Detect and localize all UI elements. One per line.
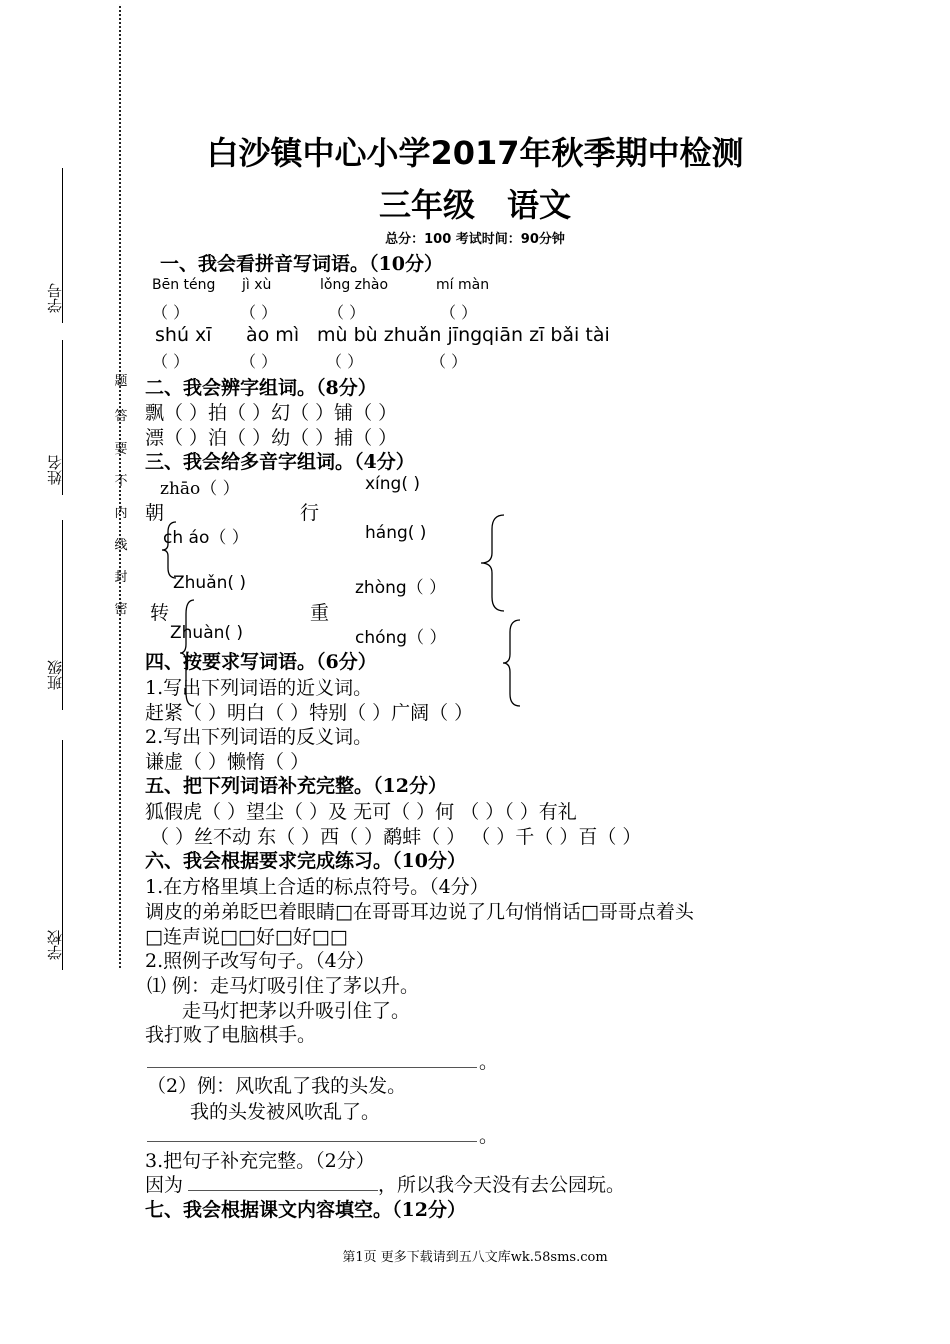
section-6-heading: 六、我会根据要求完成练习。（10分） — [145, 850, 466, 872]
pinyin: ào mì — [246, 324, 300, 346]
answer-blank[interactable]: （ ） — [440, 303, 478, 322]
idiom-row: （ ）丝不动 东（ ）西（ ）鹬蚌（ ） （ ）千（ ）百（ ） — [150, 826, 642, 848]
page-footer: 第1页 更多下载请到五八文库wk.58sms.com — [342, 1250, 608, 1265]
pinyin: mí màn — [436, 277, 490, 293]
answer-blank[interactable]: （ ） — [152, 303, 190, 322]
example-answer: 我的头发被风吹乱了。 — [190, 1101, 381, 1123]
punctuation-text: □连声说□□好□好□□ — [145, 926, 348, 948]
polyphone-pinyin: ch áo（ ） — [163, 528, 249, 548]
word-group-row: 飘（ ）拍（ ）幻（ ）铺（ ） — [145, 402, 398, 424]
seal-char: 答 — [114, 409, 128, 424]
answer-blank[interactable]: （ ） — [326, 352, 364, 371]
polyphone-pinyin: zhāo（ ） — [160, 479, 240, 499]
seal-char: 不 — [114, 474, 128, 489]
polyphone-pinyin: xíng( ) — [365, 474, 421, 494]
question-text: 2.写出下列词语的反义词。 — [145, 726, 373, 748]
section-7-heading: 七、我会根据课文内容填空。（12分） — [145, 1199, 466, 1221]
polyphone-pinyin: Zhuǎn( ) — [173, 573, 247, 593]
period: 。 — [479, 1125, 499, 1147]
answer-blank[interactable]: （ ） — [240, 303, 278, 322]
brace-icon — [478, 513, 508, 613]
idiom-row: 狐假虎（ ）望尘（ ）及 无可（ ）何 （ ）（ ）有礼 — [145, 801, 577, 823]
period: 。 — [479, 1051, 499, 1073]
section-4-heading: 四、按要求写词语。（6分） — [145, 651, 377, 673]
section-1-heading: 一、我会看拼音写词语。（10分） — [160, 253, 443, 275]
pinyin: qiān zī bǎi tài — [482, 324, 610, 346]
pinyin: shú xī — [155, 324, 212, 346]
exam-info: 总分：100 考试时间：90分钟 — [385, 232, 565, 247]
sentence-start: 因为 — [145, 1174, 184, 1196]
seal-char: 线 — [114, 538, 128, 553]
polyphone-pinyin: Zhuàn( ) — [170, 623, 244, 643]
answer-line[interactable] — [147, 1067, 477, 1068]
polyphone-char: 重 — [310, 602, 330, 624]
pinyin: jì xù — [242, 277, 272, 293]
section-5-heading: 五、把下列词语补充完整。（12分） — [145, 775, 447, 797]
punctuation-text: 调皮的弟弟眨巴着眼睛□在哥哥耳边说了几句悄悄话□哥哥点着头 — [145, 901, 694, 923]
answer-blank[interactable]: （ ） — [430, 352, 468, 371]
seal-char: 封 — [114, 570, 128, 585]
synonym-items: 赶紧（ ）明白（ ）特别（ ）广阔（ ） — [145, 702, 474, 724]
question-text: 1.写出下列词语的近义词。 — [145, 677, 373, 699]
sentence-end: ，所以我今天没有去公园玩。 — [378, 1174, 626, 1196]
name-label: 姓名 — [46, 455, 64, 485]
polyphone-pinyin: zhòng（ ） — [355, 578, 447, 598]
section-3-heading: 三、我会给多音字组词。（4分） — [145, 451, 415, 473]
question-text: 2.照例子改写句子。（4分） — [145, 950, 375, 972]
answer-blank[interactable]: （ ） — [328, 303, 366, 322]
school-label: 学校 — [46, 930, 64, 960]
brace-icon — [160, 520, 180, 580]
question-text: 3.把句子补充完整。（2分） — [145, 1150, 375, 1172]
pinyin: mù bù zhuǎn jīng — [317, 324, 483, 346]
section-2-heading: 二、我会辨字组词。（8分） — [145, 377, 377, 399]
pinyin: lǒng zhào — [320, 277, 389, 293]
answer-blank[interactable]: （ ） — [240, 352, 278, 371]
antonym-items: 谦虚（ ）懒惰（ ） — [145, 751, 310, 773]
pinyin: Bēn téng — [152, 277, 216, 293]
brace-icon — [500, 618, 524, 708]
example-text: （2）例：风吹乱了我的头发。 — [147, 1075, 407, 1097]
exam-subtitle: 三年级 语文 — [378, 186, 571, 224]
seal-char: 要 — [114, 442, 128, 457]
example-answer: 走马灯把茅以升吸引住了。 — [182, 1000, 411, 1022]
word-group-row: 漂（ ）泊（ ）幼（ ）捕（ ） — [145, 427, 398, 449]
polyphone-pinyin: háng( ) — [365, 523, 427, 543]
seal-char: 题 — [114, 374, 128, 389]
answer-blank[interactable]: （ ） — [152, 352, 190, 371]
seal-char: 内 — [114, 506, 128, 521]
student-id-label: 学号 — [46, 283, 64, 313]
answer-line[interactable] — [188, 1190, 378, 1191]
answer-line[interactable] — [147, 1141, 477, 1142]
exam-title: 白沙镇中心小学2017年秋季期中检测 — [206, 134, 744, 172]
polyphone-char: 朝 — [145, 502, 165, 524]
polyphone-char: 转 — [150, 602, 170, 624]
task-sentence: 我打败了电脑棋手。 — [145, 1024, 317, 1046]
polyphone-char: 行 — [300, 502, 320, 524]
class-label: 班级 — [46, 660, 64, 690]
polyphone-pinyin: chóng（ ） — [355, 628, 447, 648]
example-text: ⑴ 例：走马灯吸引住了茅以升。 — [147, 975, 420, 997]
seal-char: 密 — [114, 602, 128, 617]
question-text: 1.在方格里填上合适的标点符号。（4分） — [145, 876, 489, 898]
